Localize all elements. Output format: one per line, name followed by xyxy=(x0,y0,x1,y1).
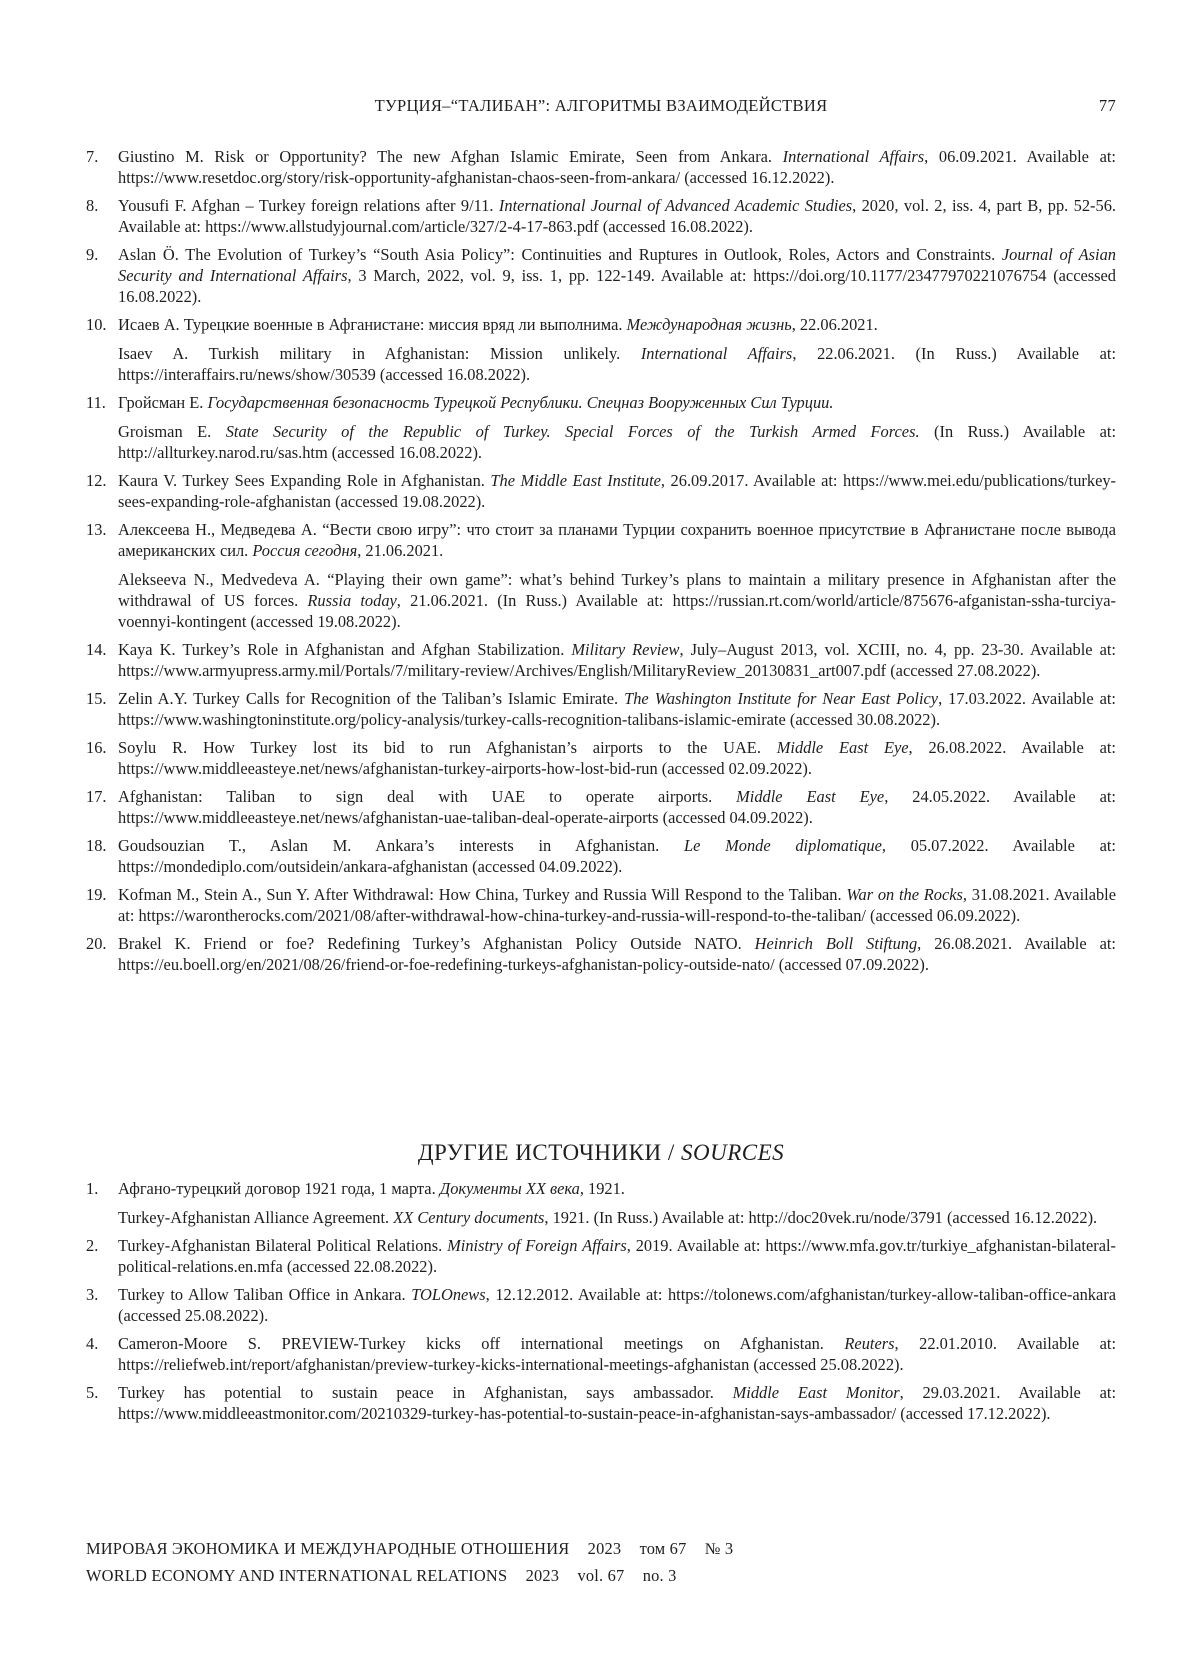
reference-text: Brakel K. Friend or foe? Redefining Turkey’s Afghanistan Policy Outside NATO. xyxy=(118,934,755,953)
reference-item xyxy=(86,519,1116,632)
source-title: State Security of the Republic of Turkey. Special Forces of the Turkish Armed Forces. xyxy=(226,422,920,441)
reference-item xyxy=(86,314,1116,385)
source-title: XX Century documents xyxy=(393,1208,544,1227)
running-title: ТУРЦИЯ–“ТАЛИБАН”: АЛГОРИТМЫ ВЗАИМОДЕЙСТВИЯ xyxy=(86,96,1116,116)
reference-text: , 21.06.2021. xyxy=(357,541,443,560)
source-title: Russia today xyxy=(307,591,396,610)
sources-heading xyxy=(86,1140,1116,1166)
page xyxy=(0,0,1200,1669)
page-number: 77 xyxy=(1099,96,1116,116)
reference-item xyxy=(86,786,1116,828)
reference-paragraph xyxy=(118,1382,1116,1424)
item-number: 14. xyxy=(86,639,107,660)
references-list xyxy=(86,146,1116,982)
item-number: 12. xyxy=(86,470,107,491)
reference-paragraph xyxy=(118,737,1116,779)
reference-text: , 26.08.2022. Available at: https://www.middleeasteye.net/news/afghanistan-turkey-airports-how-lost-bid-run (accessed 02.09.2022). xyxy=(118,738,1116,778)
item-number: 3. xyxy=(86,1284,98,1305)
footer-ru xyxy=(86,1535,733,1562)
footer-en-no: no. 3 xyxy=(643,1566,677,1585)
footer-en-vol: vol. 67 xyxy=(578,1566,625,1585)
item-number: 10. xyxy=(86,314,107,335)
item-number: 2. xyxy=(86,1235,98,1256)
item-number: 15. xyxy=(86,688,107,709)
footer-ru-vol: том 67 xyxy=(640,1539,687,1558)
item-number: 16. xyxy=(86,737,107,758)
reference-text: Исаев А. Турецкие военные в Афганистане: миссия вряд ли выполнима. xyxy=(118,315,627,334)
footer-ru-year: 2023 xyxy=(588,1539,622,1558)
reference-text: , 12.12.2012. Available at: https://tolonews.com/afghanistan/turkey-allow-taliban-office-ankara (accessed 25.08.2022). xyxy=(118,1285,1116,1325)
reference-text: Groisman E. xyxy=(118,422,226,441)
reference-text: Aslan Ö. The Evolution of Turkey’s “South Asia Policy”: Continuities and Ruptures in Outlook, Roles, Actors and Constraints. xyxy=(118,245,1002,264)
reference-paragraph xyxy=(118,786,1116,828)
reference-text: , 26.08.2021. Available at: https://eu.boell.org/en/2021/08/26/friend-or-foe-redefining-turkeys-afghanistan-policy-outside-nato/ (accessed 07.09.2022). xyxy=(118,934,1116,974)
item-number: 5. xyxy=(86,1382,98,1403)
reference-text: , 22.06.2021. (In Russ.) Available at: https://interaffairs.ru/news/show/30539 (accessed 16.08.2022). xyxy=(118,344,1116,384)
source-title: Heinrich Boll Stiftung xyxy=(755,934,918,953)
reference-text: , 1921. (In Russ.) Available at: http://doc20vek.ru/node/3791 (accessed 16.12.2022). xyxy=(544,1208,1097,1227)
reference-text: , 2019. Available at: https://www.mfa.gov.tr/turkiye_afghanistan-bilateral-political-relations.en.mfa (accessed 22.08.2022). xyxy=(118,1236,1116,1276)
reference-paragraph xyxy=(118,835,1116,877)
item-number: 19. xyxy=(86,884,107,905)
source-title: Middle East Eye xyxy=(736,787,884,806)
footer-ru-no: № 3 xyxy=(705,1539,734,1558)
reference-paragraph xyxy=(118,933,1116,975)
reference-text: , 24.05.2022. Available at: https://www.middleeasteye.net/news/afghanistan-uae-taliban-deal-operate-airports (accessed 04.09.2022). xyxy=(118,787,1116,827)
reference-text: , 29.03.2021. Available at: https://www.middleeastmonitor.com/20210329-turkey-has-potential-to-sustain-peace-in-afghanistan-says-ambassador/ (accessed 17.12.2022). xyxy=(118,1383,1116,1423)
reference-text: Zelin A.Y. Turkey Calls for Recognition of the Taliban’s Islamic Emirate. xyxy=(118,689,624,708)
source-title: Military Review xyxy=(571,640,679,659)
reference-paragraph xyxy=(118,146,1116,188)
sources-list xyxy=(86,1178,1116,1431)
reference-paragraph xyxy=(118,569,1116,632)
reference-paragraph xyxy=(118,314,1116,335)
reference-text: , 05.07.2022. Available at: https://mondediplo.com/outsidein/ankara-afghanistan (accessed 04.09.2022). xyxy=(118,836,1116,876)
reference-item xyxy=(86,688,1116,730)
reference-text: Kofman M., Stein A., Sun Y. After Withdrawal: How China, Turkey and Russia Will Respond to the Taliban. xyxy=(118,885,846,904)
source-item xyxy=(86,1284,1116,1326)
reference-text: Giustino M. Risk or Opportunity? The new Afghan Islamic Emirate, Seen from Ankara. xyxy=(118,147,783,166)
source-title: The Washington Institute for Near East Policy xyxy=(624,689,938,708)
source-item xyxy=(86,1333,1116,1375)
reference-text: Kaura V. Turkey Sees Expanding Role in Afghanistan. xyxy=(118,471,490,490)
reference-text: Soylu R. How Turkey lost its bid to run Afghanistan’s airports to the UAE. xyxy=(118,738,777,757)
reference-text: Turkey-Afghanistan Bilateral Political Relations. xyxy=(118,1236,447,1255)
reference-paragraph xyxy=(118,392,1116,413)
reference-text: Turkey-Afghanistan Alliance Agreement. xyxy=(118,1208,393,1227)
reference-text: , 2020, vol. 2, iss. 4, part B, pp. 52-56. Available at: https://www.allstudyjournal.com/article/327/2-4-17-863.pdf (accessed 16.08.2022). xyxy=(118,196,1116,236)
reference-text: Turkey to Allow Taliban Office in Ankara. xyxy=(118,1285,411,1304)
sources-heading-ru: ДРУГИЕ ИСТОЧНИКИ / xyxy=(418,1140,681,1165)
reference-paragraph xyxy=(118,1207,1116,1228)
source-title: Middle East Monitor xyxy=(733,1383,900,1402)
reference-paragraph xyxy=(118,195,1116,237)
source-title: Документы XX века xyxy=(440,1179,580,1198)
reference-text: , July–August 2013, vol. XCIII, no. 4, pp. 23-30. Available at: https://www.armyupress.army.mil/Portals/7/military-review/Archives/English/MilitaryReview_20130831_art007.pdf (accessed 27.08.2022). xyxy=(118,640,1116,680)
footer-en-year: 2023 xyxy=(526,1566,560,1585)
reference-paragraph xyxy=(118,1284,1116,1326)
source-title: International Journal of Advanced Academic Studies xyxy=(499,196,852,215)
reference-text: , 21.06.2021. (In Russ.) Available at: https://russian.rt.com/world/article/875676-afganistan-ssha-turciya-voennyi-kontingent (accessed 19.08.2022). xyxy=(118,591,1116,631)
reference-item xyxy=(86,884,1116,926)
reference-text: , 22.01.2010. Available at: https://reliefweb.int/report/afghanistan/preview-turkey-kicks-international-meetings-afghanistan (accessed 25.08.2022). xyxy=(118,1334,1116,1374)
source-title: The Middle East Institute xyxy=(490,471,661,490)
reference-paragraph xyxy=(118,884,1116,926)
reference-item xyxy=(86,146,1116,188)
footer-en xyxy=(86,1562,733,1589)
item-number: 11. xyxy=(86,392,106,413)
source-item xyxy=(86,1178,1116,1228)
source-title: International Affairs xyxy=(641,344,792,363)
reference-text: , 31.08.2021. Available at: https://warontherocks.com/2021/08/after-withdrawal-how-china-turkey-and-russia-will-respond-to-the-taliban/ (accessed 06.09.2022). xyxy=(118,885,1116,925)
reference-paragraph xyxy=(118,244,1116,307)
source-title: Reuters xyxy=(844,1334,894,1353)
item-number: 20. xyxy=(86,933,107,954)
item-number: 13. xyxy=(86,519,107,540)
footer-en-journal: WORLD ECONOMY AND INTERNATIONAL RELATIONS xyxy=(86,1566,507,1585)
reference-paragraph xyxy=(118,688,1116,730)
reference-text: Алексеева Н., Медведева А. “Вести свою игру”: что стоит за планами Турции сохранить военное присутствие в Афганистане после вывода американских сил. xyxy=(118,520,1116,560)
reference-item xyxy=(86,639,1116,681)
reference-paragraph xyxy=(118,519,1116,561)
source-title: Ministry of Foreign Affairs xyxy=(447,1236,627,1255)
reference-text: Афгано-турецкий договор 1921 года, 1 марта. xyxy=(118,1179,440,1198)
item-number: 4. xyxy=(86,1333,98,1354)
reference-text: Cameron-Moore S. PREVIEW-Turkey kicks off international meetings on Afghanistan. xyxy=(118,1334,844,1353)
reference-text: Afghanistan: Taliban to sign deal with UAE to operate airports. xyxy=(118,787,736,806)
reference-text: (In Russ.) Available at: http://allturkey.narod.ru/sas.htm (accessed 16.08.2022). xyxy=(118,422,1116,462)
source-item xyxy=(86,1382,1116,1424)
running-head xyxy=(86,96,1116,116)
reference-text: , 3 March, 2022, vol. 9, iss. 1, pp. 122-149. Available at: https://doi.org/10.1177/23477970221076754 (accessed 16.08.2022). xyxy=(118,266,1116,306)
reference-text: Гройсман Е. xyxy=(118,393,208,412)
reference-paragraph xyxy=(118,1235,1116,1277)
reference-item xyxy=(86,195,1116,237)
reference-text: , 22.06.2021. xyxy=(792,315,878,334)
reference-text: Alekseeva N., Medvedeva A. “Playing their own game”: what’s behind Turkey’s plans to maintain a military presence in Afghanistan after the withdrawal of US forces. xyxy=(118,570,1116,610)
reference-paragraph xyxy=(118,343,1116,385)
journal-footer xyxy=(86,1535,733,1589)
source-title: Международная жизнь xyxy=(627,315,792,334)
item-number: 1. xyxy=(86,1178,98,1199)
reference-text: Turkey has potential to sustain peace in Afghanistan, says ambassador. xyxy=(118,1383,733,1402)
item-number: 18. xyxy=(86,835,107,856)
reference-item xyxy=(86,835,1116,877)
source-title: Государственная безопасность Турецкой Республики. Спецназ Вооруженных Сил Турции. xyxy=(208,393,834,412)
reference-paragraph xyxy=(118,639,1116,681)
source-title: Россия сегодня xyxy=(252,541,357,560)
reference-paragraph xyxy=(118,421,1116,463)
reference-text: Kaya K. Turkey’s Role in Afghanistan and Afghan Stabilization. xyxy=(118,640,571,659)
reference-text: , 17.03.2022. Available at: https://www.washingtoninstitute.org/policy-analysis/turkey-calls-recognition-talibans-islamic-emirate (accessed 30.08.2022). xyxy=(118,689,1116,729)
item-number: 8. xyxy=(86,195,98,216)
reference-text: , 26.09.2017. Available at: https://www.mei.edu/publications/turkey-sees-expanding-role-afghanistan (accessed 19.08.2022). xyxy=(118,471,1116,511)
item-number: 17. xyxy=(86,786,107,807)
reference-paragraph xyxy=(118,470,1116,512)
reference-text: Goudsouzian T., Aslan M. Ankara’s interests in Afghanistan. xyxy=(118,836,684,855)
reference-text: , 1921. xyxy=(580,1179,625,1198)
source-title: Journal of Asian Security and International Affairs xyxy=(118,245,1116,285)
item-number: 9. xyxy=(86,244,98,265)
footer-ru-journal: МИРОВАЯ ЭКОНОМИКА И МЕЖДУНАРОДНЫЕ ОТНОШЕНИЯ xyxy=(86,1539,569,1558)
source-title: International Affairs xyxy=(783,147,924,166)
reference-text: Yousufi F. Afghan – Turkey foreign relations after 9/11. xyxy=(118,196,499,215)
reference-item xyxy=(86,244,1116,307)
item-number: 7. xyxy=(86,146,98,167)
source-title: TOLOnews xyxy=(411,1285,485,1304)
reference-item xyxy=(86,737,1116,779)
reference-text: , 06.09.2021. Available at: https://www.resetdoc.org/story/risk-opportunity-afghanistan-chaos-seen-from-ankara/ (accessed 16.12.2022). xyxy=(118,147,1116,187)
reference-item xyxy=(86,933,1116,975)
sources-heading-en: SOURCES xyxy=(681,1140,784,1165)
reference-item xyxy=(86,392,1116,463)
source-title: Le Monde diplomatique xyxy=(684,836,882,855)
source-title: War on the Rocks xyxy=(846,885,963,904)
reference-paragraph xyxy=(118,1333,1116,1375)
source-title: Middle East Eye xyxy=(777,738,909,757)
reference-paragraph xyxy=(118,1178,1116,1199)
reference-item xyxy=(86,470,1116,512)
reference-text: Isaev A. Turkish military in Afghanistan: Mission unlikely. xyxy=(118,344,641,363)
source-item xyxy=(86,1235,1116,1277)
